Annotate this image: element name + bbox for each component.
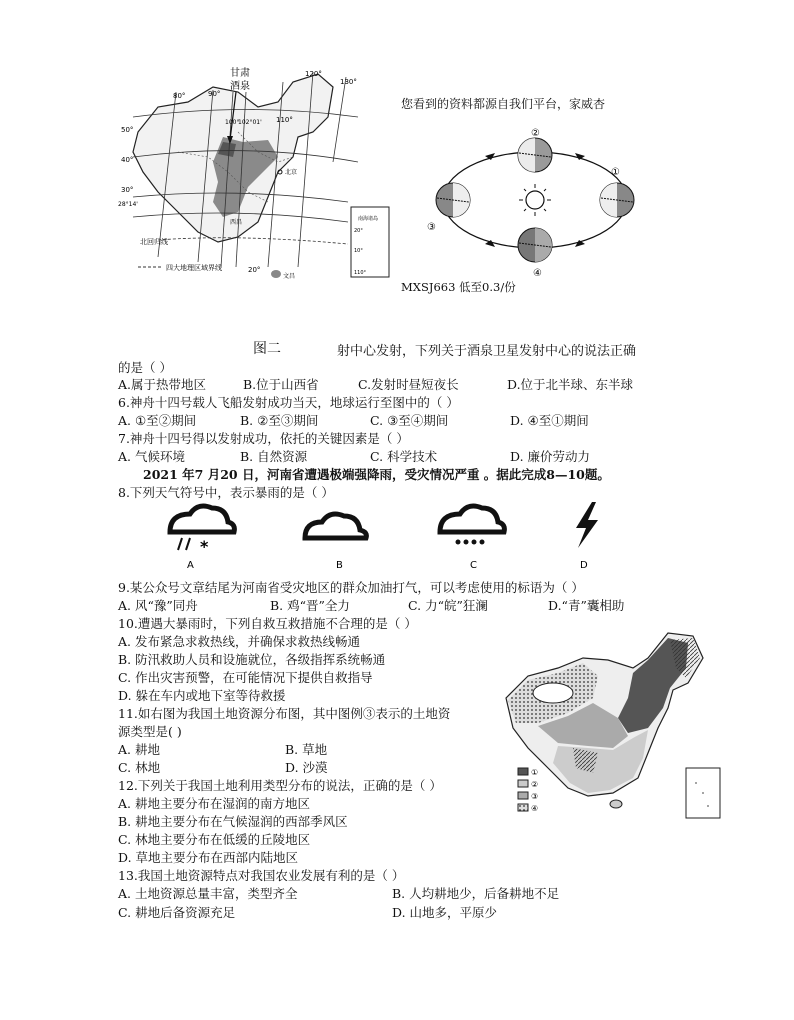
north-tropic-label: 北回归线 <box>140 238 168 246</box>
q5-stem-cont: 的是（ ） <box>118 360 172 375</box>
lat-20: 20° <box>248 266 261 274</box>
label-wenchang: 文昌 <box>283 273 296 280</box>
q10-stem: 10.遭遇大暴雨时，下列自救互救措施不合理的是（ ） <box>118 616 417 631</box>
lightning-icon <box>576 502 598 548</box>
weather-symbols <box>160 500 620 572</box>
lat-30: 30° <box>121 186 134 194</box>
q12-option-b: B. 耕地主要分布在气候湿润的西部季风区 <box>118 814 348 829</box>
lon-80: 80° <box>173 92 186 100</box>
q10-option-d: D. 躲在车内或地下室等待救援 <box>118 688 286 703</box>
earth-right <box>600 183 634 217</box>
orbit-label-2: ② <box>531 128 540 139</box>
inset-10: 10° <box>354 248 363 254</box>
earth-left <box>436 183 470 217</box>
q7-option-a: A. 气候环境 <box>118 449 185 464</box>
q8-stem: 8.下列天气符号中，表示暴雨的是（ ） <box>118 485 334 500</box>
q12-stem: 12.下列关于我国土地利用类型分布的说法，正确的是（ ） <box>118 778 442 793</box>
sun-icon <box>519 184 551 216</box>
symbol-label-d: D <box>580 560 588 571</box>
land-resources-map <box>498 628 724 820</box>
earth-top <box>518 138 552 172</box>
lon-100: 100° <box>225 119 240 126</box>
q12-option-d: D. 草地主要分布在西部内陆地区 <box>118 850 299 865</box>
q9-option-c: C. 力“皖”狂澜 <box>408 598 488 613</box>
lon-102: 102°01' <box>238 119 262 126</box>
q11-stem-1: 11.如右图为我国土地资源分布图，其中图例③表示的土地资 <box>118 706 451 721</box>
place-label-gansu: 甘肃 <box>230 68 250 79</box>
rain-snow-icon <box>170 506 234 556</box>
figure-2-label: 图二 <box>253 341 281 357</box>
q5-option-d: D.位于北半球、东半球 <box>507 377 634 392</box>
q5-option-c: C.发射时昼短夜长 <box>358 377 459 392</box>
q7-option-c: C. 科学技术 <box>370 449 438 464</box>
q11-stem-2: 源类型是( ) <box>118 724 182 739</box>
code-text: MXSJ663 低至0.3/份 <box>401 280 516 294</box>
q10-option-b: B. 防汛救助人员和设施就位，各级指挥系统畅通 <box>118 652 386 667</box>
q6-option-b: B. ②至③期间 <box>240 413 319 428</box>
label-beijing: 北京 <box>285 169 298 176</box>
q6-option-c: C. ③至④期间 <box>370 413 449 428</box>
legend-4: ④ <box>531 804 539 813</box>
lat-50: 50° <box>121 126 134 134</box>
lon-120: 120° <box>305 70 322 78</box>
legend-region-border: 四大地理区域界线 <box>166 264 222 272</box>
q13-option-a: A. 土地资源总量丰富，类型齐全 <box>118 886 298 901</box>
label-xichang: 西昌 <box>230 219 243 226</box>
earth-orbit-diagram <box>425 120 655 280</box>
legend-3: ③ <box>531 792 539 801</box>
q13-option-d: D. 山地多，平原少 <box>392 905 498 920</box>
q9-stem: 9.某公众号文章结尾为河南省受灾地区的群众加油打气，可以考虑使用的标语为（ ） <box>118 580 584 595</box>
q6-option-a: A. ①至②期间 <box>118 413 197 428</box>
symbol-label-b: B <box>336 560 343 571</box>
q9-option-d: D.“青”囊相助 <box>548 598 625 613</box>
intro-text: 2021 年7 月20 日，河南省遭遇极端强降雨，受灾情况严重 。据此完成8—10题。 <box>143 467 610 482</box>
q7-option-b: B. 自然资源 <box>240 449 308 464</box>
lat-28: 28°14' <box>118 201 138 208</box>
q6-stem: 6.神舟十四号载人飞船发射成功当天，地球运行至图中的（ ） <box>118 395 459 410</box>
legend-2: ② <box>531 780 539 789</box>
inset-110: 110° <box>354 270 367 276</box>
inset-title: 南海诸岛 <box>358 216 379 222</box>
china-launch-map <box>118 62 393 284</box>
symbol-label-a: A <box>187 560 194 571</box>
q9-option-a: A. 风“豫”同舟 <box>118 598 198 613</box>
promo-text: 您看到的资料都源自我们平台，家威杏 <box>401 97 606 111</box>
q13-option-c: C. 耕地后备资源充足 <box>118 905 236 920</box>
symbol-label-c: C <box>470 560 477 571</box>
q12-option-a: A. 耕地主要分布在湿润的南方地区 <box>118 796 310 811</box>
q12-option-c: C. 林地主要分布在低缓的丘陵地区 <box>118 832 311 847</box>
orbit-label-3: ③ <box>427 222 436 233</box>
heavy-rain-icon <box>440 506 504 545</box>
q10-option-a: A. 发布紧急求救热线，并确保求救热线畅通 <box>118 634 360 649</box>
lon-110: 110° <box>276 116 293 124</box>
q5-option-b: B.位于山西省 <box>243 377 319 392</box>
orbit-label-4: ④ <box>533 268 542 279</box>
cloud-icon <box>305 514 366 538</box>
inset-20: 20° <box>354 228 363 234</box>
lat-40: 40° <box>121 156 134 164</box>
lon-130: 130° <box>340 78 357 86</box>
orbit-label-1: ① <box>611 167 620 178</box>
q11-option-d: D. 沙漠 <box>285 760 328 775</box>
svg-text:*: * <box>200 537 209 556</box>
q11-option-c: C. 林地 <box>118 760 161 775</box>
q9-option-b: B. 鸡“晋”全力 <box>270 598 350 613</box>
q13-option-b: B. 人均耕地少，后备耕地不足 <box>392 886 560 901</box>
q7-stem: 7.神舟十四号得以发射成功，依托的关键因素是（ ） <box>118 431 409 446</box>
earth-bottom <box>518 228 552 262</box>
q11-option-b: B. 草地 <box>285 742 328 757</box>
legend-1: ① <box>531 768 539 777</box>
place-label-jiuquan: 酒泉 <box>230 81 250 92</box>
q6-option-d: D. ④至①期间 <box>510 413 589 428</box>
q10-option-c: C. 作出灾害预警，在可能情况下提供自救指导 <box>118 670 373 685</box>
q13-stem: 13.我国土地资源特点对我国农业发展有利的是（ ） <box>118 868 405 883</box>
q7-option-d: D. 廉价劳动力 <box>510 449 591 464</box>
lon-90: 90° <box>208 90 221 98</box>
q5-option-a: A.属于热带地区 <box>118 377 207 392</box>
q5-stem-tail: 射中心发射，下列关于酒泉卫星发射中心的说法正确 <box>337 344 637 359</box>
q11-option-a: A. 耕地 <box>118 742 160 757</box>
